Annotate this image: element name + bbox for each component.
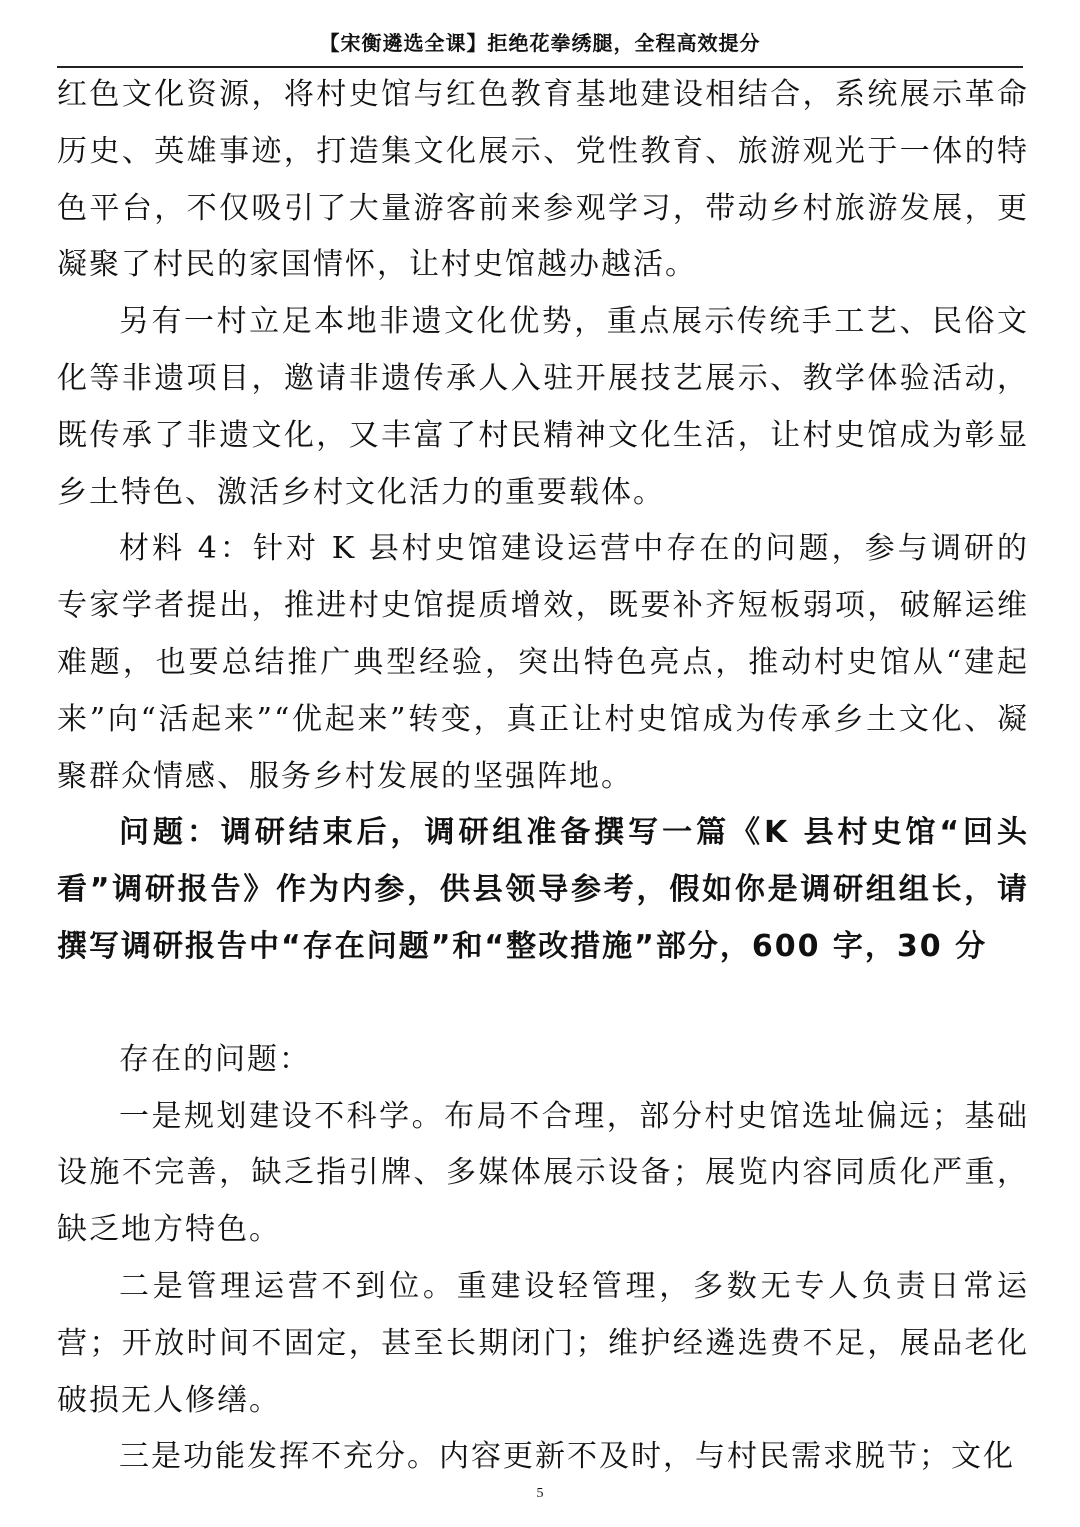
question-paragraph: 问题：调研结束后，调研组准备撰写一篇《K 县村史馆“回头看”调研报告》作为内参，供县领导参考，假如你是调研组组长，请撰写调研报告中“存在问题”和“整改措施”部分，600 字，30 分 bbox=[57, 815, 1029, 964]
header-text: 【宋衡遴选全课】拒绝花拳绣腿，全程高效提分 bbox=[319, 31, 761, 55]
document-body bbox=[57, 67, 1029, 1486]
paragraph-intangible-heritage: 另有一村立足本地非遗文化优势，重点展示传统手工艺、民俗文化等非遗项目，邀请非遗传承人入驻开展技艺展示、教学体验活动，既传承了非遗文化，又丰富了村民精神文化生活，让村史馆成为彰显乡土特色、激活乡村文化活力的重要载体。 bbox=[57, 304, 1029, 510]
problem-point-3: 三是功能发挥不充分。内容更新不及时，与村民需求脱节；文化 bbox=[119, 1439, 1015, 1475]
problem-point-2: 二是管理运营不到位。重建设轻管理，多数无专人负责日常运营；开放时间不固定，甚至长期闭门；维护经遴选费不足，展品老化破损无人修缮。 bbox=[57, 1268, 1029, 1418]
page-number: 5 bbox=[536, 1486, 544, 1501]
problem-point-1: 一是规划建设不科学。布局不合理，部分村史馆选址偏远；基础设施不完善，缺乏指引牌、多媒体展示设备；展览内容同质化严重，缺乏地方特色。 bbox=[57, 1098, 1029, 1248]
section-title: 存在的问题： bbox=[119, 1041, 311, 1077]
paragraph-continuation: 红色文化资源，将村史馆与红色教育基地建设相结合，系统展示革命历史、英雄事迹，打造集文化展示、党性教育、旅游观光于一体的特色平台，不仅吸引了大量游客前来参观学习，带动乡村旅游发展，更凝聚了村民的家国情怀，让村史馆越办越活。 bbox=[57, 77, 1029, 283]
blank-line bbox=[57, 976, 1029, 1032]
paragraph-material-4: 材料 4：针对 K 县村史馆建设运营中存在的问题，参与调研的专家学者提出，推进村史馆提质增效，既要补齐短板弱项，破解运维难题，也要总结推广典型经验，突出特色亮点，推动村史馆从“建起来”向“活起来”“优起来”转变，真正让村史馆成为传承乡土文化、凝聚群众情感、服务乡村发展的坚强阵地。 bbox=[57, 531, 1029, 794]
page-header bbox=[57, 30, 1023, 68]
